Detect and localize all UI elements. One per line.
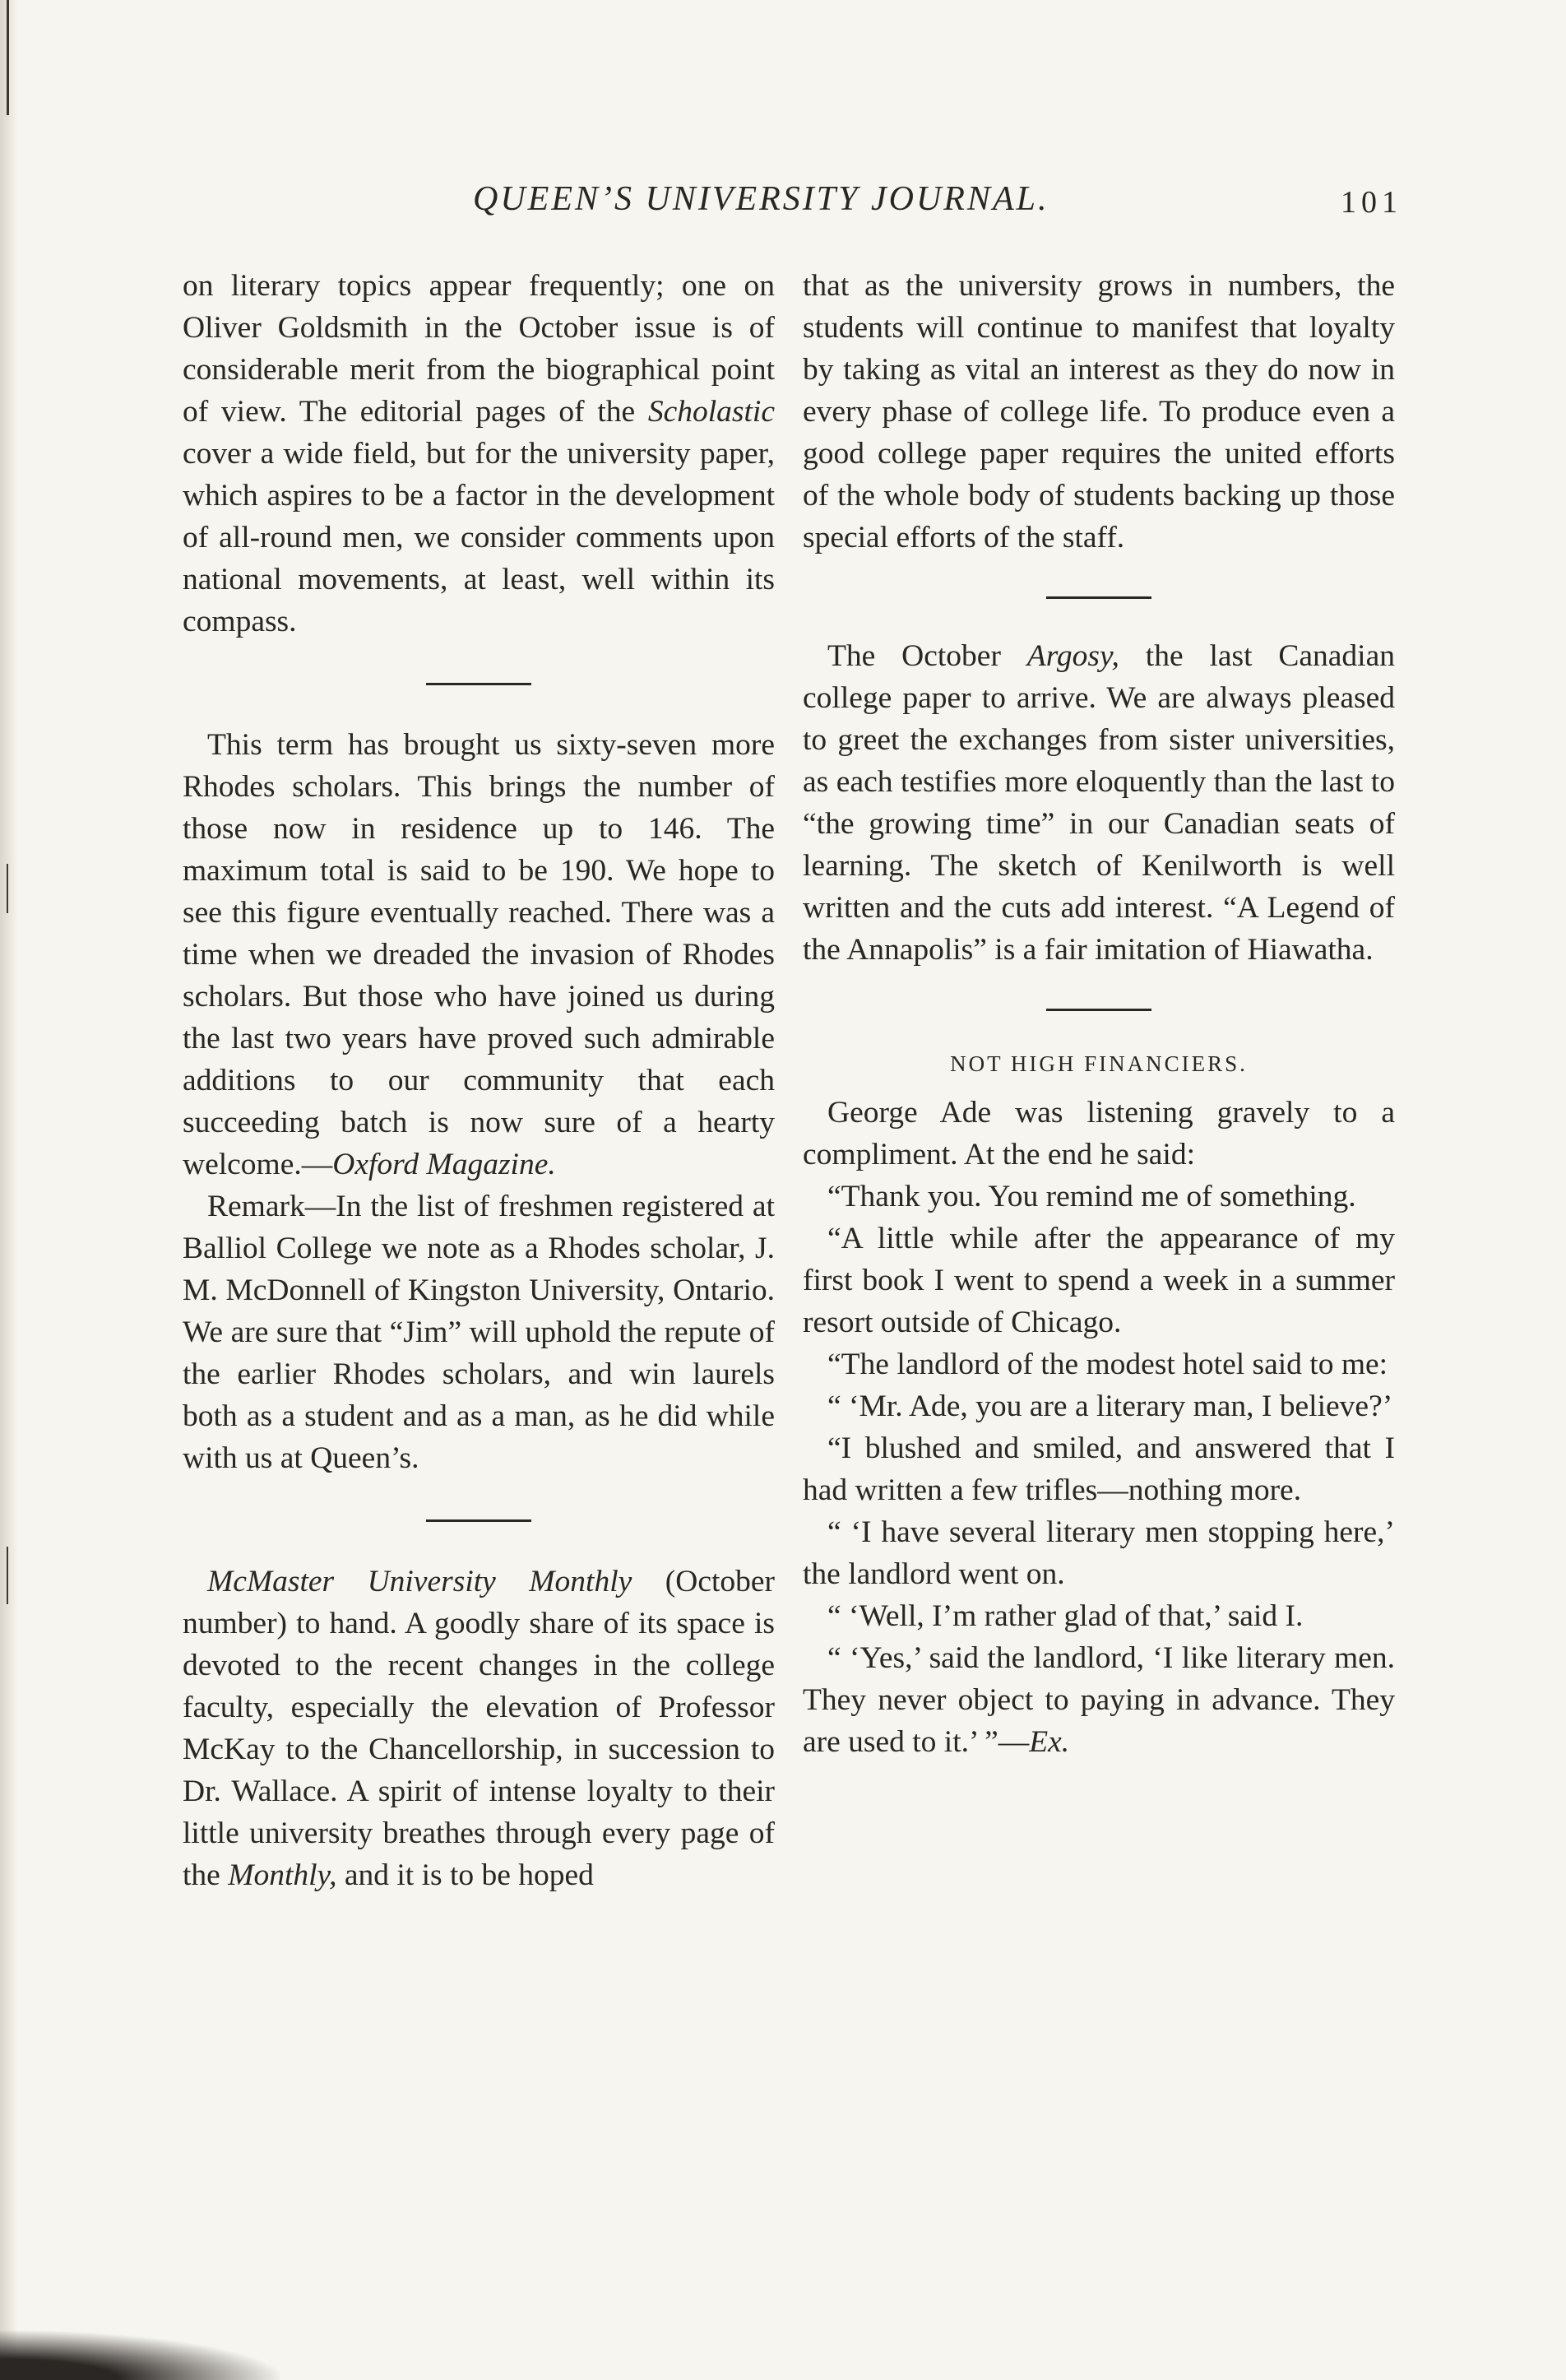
paragraph-text: the last Canadian college paper to arrive. We are always pleased to greet the exchanges from sister universities, as each testifies more eloquently than the last to “the growing time” in our Canadian seats of learning. The sketch of Kenilworth is well written and the cuts add interest. “A Legend of the Annapolis” is a fair imitation of Hiawatha.: [803, 639, 1395, 967]
paragraph-text: (October number) to hand. A goodly share of its space is devoted to the recent changes in the college faculty, especially the elevation of Professor McKay to the Chancellorship, in succession to Dr. Wallace. A spirit of intense loyalty to their little university breathes through every page of the: [183, 1565, 776, 1892]
paragraph: [803, 1595, 1395, 1637]
paragraph-text: This term has brought us sixty-seven more Rhodes scholars. This brings the number of those now in residence up to 146. The maximum total is said to be 190. We hope to see this figure eventually reached. There was a time when we dreaded the invasion of Rhodes scholars. But those who have joined us during the last two years have proved such admirable additions to our community that each succeeding batch is now sure of a hearty welcome.—: [183, 728, 775, 1181]
paragraph-text: “ ‘Mr. Ade, you are a literary man, I believe?’: [827, 1389, 1393, 1423]
paragraph: [183, 1185, 775, 1479]
paragraph: [803, 1637, 1395, 1763]
section-divider: [426, 683, 531, 685]
paragraph: [803, 1343, 1395, 1385]
section-divider: [426, 1519, 531, 1522]
paragraph-text: cover a wide field, but for the university paper, which aspires to be a factor in the development of all-round men, we consider comments upon national movements, at least, well within its compass.: [183, 437, 775, 638]
source-attribution: Ex.: [1029, 1725, 1070, 1759]
paragraph-text: George Ade was listening gravely to a compliment. At the end he said:: [803, 1096, 1395, 1171]
paragraph-text: that as the university grows in numbers, the students will continue to manifest that loyalty by taking as vital an interest as they do now in every phase of college life. To produce even a good college paper requires the united efforts of the whole body of students backing up those special efforts of the staff.: [803, 269, 1395, 554]
paragraph: [803, 1511, 1395, 1595]
paragraph: [803, 1218, 1395, 1343]
section-heading: NOT HIGH FINANCIERS.: [950, 1051, 1248, 1076]
page-binding-edge: [0, 0, 18, 2380]
paragraph: [803, 635, 1395, 971]
paragraph-text: “ ‘Well, I’m rather glad of that,’ said I.: [827, 1599, 1304, 1633]
paragraph: [803, 265, 1395, 559]
binding-mark: [7, 864, 8, 913]
section-divider: [1046, 596, 1151, 599]
paragraph: [183, 1561, 775, 1896]
binding-mark: [7, 0, 9, 115]
binding-mark: [7, 1547, 8, 1604]
publication-name: Argosy,: [1026, 639, 1119, 673]
paragraph-text: “A little while after the appearance of my first book I went to spend a week in a summer resort outside of Chicago.: [803, 1222, 1395, 1339]
paragraph: [183, 265, 775, 643]
paragraph-text: “ ‘Yes,’ said the landlord, ‘I like literary men. They never object to paying in advance. They are used to it.’ ”—: [803, 1641, 1395, 1759]
paragraph: [803, 1427, 1395, 1511]
page-number: 101: [1341, 185, 1402, 220]
source-attribution: Oxford Magazine.: [332, 1148, 556, 1181]
paragraph-text: on literary topics appear frequently; one on Oliver Goldsmith in the October issue is of considerable merit from the biographical point of view. The editorial pages of the: [183, 269, 775, 429]
paragraph: [803, 1176, 1395, 1218]
page-header: [473, 179, 1402, 229]
paragraph-text: “Thank you. You remind me of something.: [827, 1180, 1356, 1213]
running-title: QUEEN’S UNIVERSITY JOURNAL.: [473, 180, 1049, 218]
publication-name: Monthly,: [228, 1858, 337, 1892]
paragraph: [803, 1092, 1395, 1176]
publication-name: McMaster University Monthly: [207, 1565, 632, 1598]
paragraph-text: The October: [827, 639, 1027, 673]
publication-name: Scholastic: [647, 395, 775, 429]
right-column: [803, 265, 1395, 1763]
scan-shadow: [0, 2331, 280, 2380]
paragraph-text: “I blushed and smiled, and answered that I had written a few trifles—nothing more.: [803, 1431, 1395, 1507]
paragraph-text: “ ‘I have several literary men stopping here,’ the landlord went on.: [803, 1515, 1395, 1591]
paragraph-text: and it is to be hoped: [336, 1858, 594, 1892]
paragraph: [803, 1385, 1395, 1427]
left-column: [183, 265, 775, 1896]
paragraph-text: Remark—In the list of freshmen registered at Balliol College we note as a Rhodes scholar, J. M. McDonnell of Kingston University, Ontario. We are sure that “Jim” will uphold the repute of the earlier Rhodes scholars, and win laurels both as a student and as a man, as he did while with us at Queen’s.: [183, 1190, 775, 1475]
paragraph-text: “The landlord of the modest hotel said to me:: [827, 1348, 1388, 1381]
paragraph: [183, 724, 775, 1185]
section-divider: [1046, 1009, 1151, 1011]
